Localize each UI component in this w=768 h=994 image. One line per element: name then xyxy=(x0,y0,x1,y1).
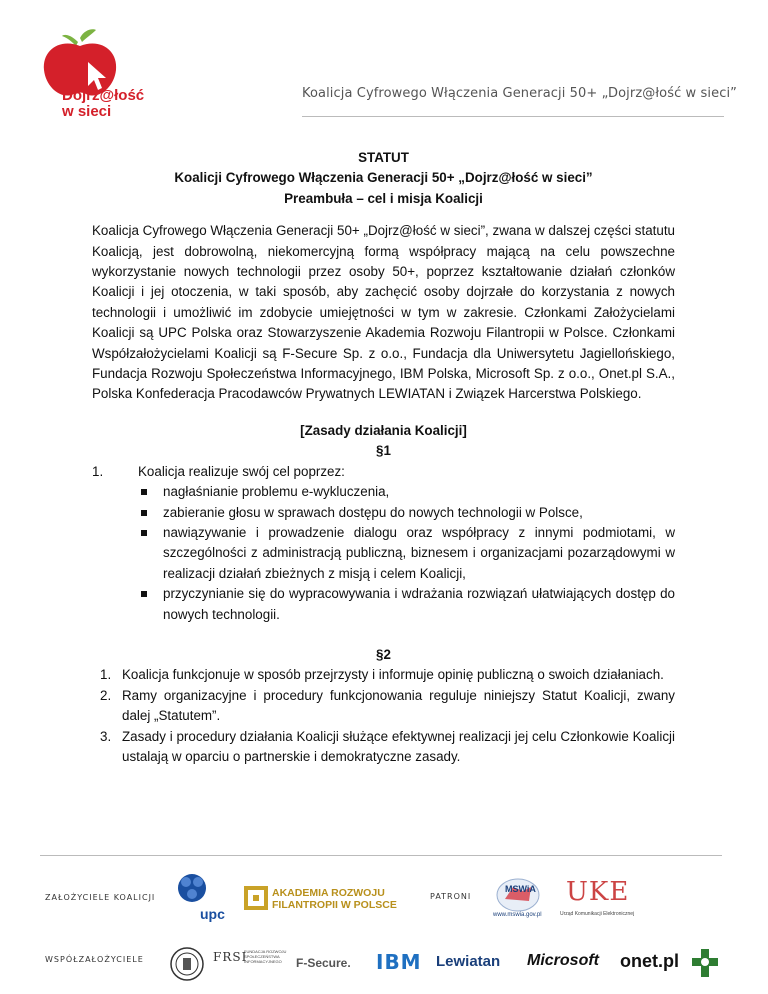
s1-intro: Koalicja realizuje swój cel poprzez: xyxy=(138,463,345,479)
fsecure-wordmark: F-Secure. xyxy=(296,956,351,970)
ibm-wordmark: IBM xyxy=(376,950,422,974)
list-item xyxy=(92,727,675,768)
zhp-cross-icon xyxy=(690,947,720,979)
frsi-wordmark: FRSI xyxy=(213,950,248,964)
item-number: 3. xyxy=(100,728,112,744)
logo-line2: w sieci xyxy=(62,103,112,120)
list-item: nagłaśnianie problemu e-wykluczenia, xyxy=(138,482,675,502)
header-divider xyxy=(302,116,724,117)
founders-label: ZAŁOŻYCIELE KOALICJI xyxy=(45,893,156,902)
mswia-wordmark: MSWiA xyxy=(505,884,536,894)
item-text: Ramy organizacyjne i procedury funkcjonowania reguluje niniejszy Statut Koalicji, zwany dalej „Statutem”. xyxy=(122,687,675,724)
list-item xyxy=(92,665,675,685)
arfp-line2: FILANTROPII W POLSCE xyxy=(272,899,397,911)
preamble-paragraph: Koalicja Cyfrowego Włączenia Generacji 50+ „Dojrz@łość w sieci”, zwana w dalszej części statutu Koalicją, jest dobrowolną, niekomercyjną formą współpracy mającą na celu powszechne wykorzystanie nowych technologii przez osoby 50+, poprzez kształtowanie działań członków Koalicji i jej otoczenia, w taki sposób, aby zachęcić osoby dojrzałe do korzystania z nowych technologii i umożliwić im zdobycie umiejętności w tym w zakresie. Członkami Założycielami Koalicji są UPC Polska oraz Stowarzyszenie Akademia Rozwoju Filantropii w Polsce. Członkami Współzałożycielami Koalicji są F-Secure Sp. z o.o., Fundacja dla Uniwersytetu Jagiellońskiego, Fundacja Rozwoju Społeczeństwa Informacyjnego, IBM Polska, Microsoft Sp. z o.o., Onet.pl S.A., Polska Konfederacja Pracodawców Prywatnych LEWIATAN i Związek Harcerstwa Polskiego. xyxy=(92,223,675,402)
item-number: 1. xyxy=(100,667,112,683)
paragraph-mark-1: §1 xyxy=(376,443,391,459)
doc-subtitle: Koalicji Cyfrowego Włączenia Generacji 50+ „Dojrz@łość w sieci” xyxy=(174,170,593,186)
logo-wordmark xyxy=(62,88,144,120)
uke-subtitle: Urząd Komunikacji Elektronicznej xyxy=(560,911,635,917)
patrons-label: PATRONI xyxy=(430,892,472,901)
s1-bullet-list xyxy=(92,482,675,625)
mswia-logo-icon xyxy=(495,877,541,913)
item-text: Koalicja funkcjonuje w sposób przejrzysty i informuje opinię publiczną o swoich działaniach. xyxy=(122,667,664,683)
preamble-heading: Preambuła – cel i misja Koalicji xyxy=(284,190,483,206)
onet-wordmark: onet.pl xyxy=(620,951,679,971)
footer-divider xyxy=(40,855,722,856)
microsoft-wordmark: Microsoft xyxy=(527,952,599,969)
list-item: zabieranie głosu w sprawach dostępu do nowych technologii w Polsce, xyxy=(138,503,675,523)
arfp-line1: AKADEMIA ROZWOJU xyxy=(272,887,385,899)
uke-wordmark: UKE xyxy=(566,877,630,907)
list-item: przyczynianie się do wypracowywania i wdrażania rozwiązań ułatwiających dostęp do nowych technologii. xyxy=(138,584,675,625)
frsi-subtitle: FUNDACJA ROZWOJU SPOŁECZEŃSTWA INFORMACYJNEGO xyxy=(244,949,287,964)
document-body xyxy=(92,148,675,767)
paragraph-mark-2: §2 xyxy=(376,646,391,662)
lewiatan-wordmark: Lewiatan xyxy=(436,953,501,970)
item-number: 2. xyxy=(100,687,112,703)
list-item: nawiązywanie i prowadzenie dialogu oraz współpracy z innymi podmiotami, w szczególności z administracją publiczną, biznesem i organizacjami pozarządowymi w realizacji działań zbieżnych z misją i celem Koalicji, xyxy=(138,523,675,584)
s1-item xyxy=(92,462,675,482)
doc-title: STATUT xyxy=(358,150,409,165)
mswia-url: www.mswia.gov.pl xyxy=(493,912,542,918)
fundacja-uj-seal-icon xyxy=(170,947,204,981)
list-item xyxy=(92,686,675,727)
section-heading: [Zasady działania Koalicji] xyxy=(300,422,467,438)
logo-line1: Dojrz@łość xyxy=(62,87,145,104)
header-title: Koalicja Cyfrowego Włączenia Generacji 50+ „Dojrz@łość w sieci” xyxy=(302,86,737,101)
s2-list xyxy=(92,665,675,767)
s1-item-number: 1. xyxy=(92,463,104,479)
upc-wordmark: upc xyxy=(200,906,225,922)
cofounders-label: WSPÓŁZAŁOŻYCIELE xyxy=(45,955,144,964)
arfp-logo-icon xyxy=(244,886,268,910)
arfp-wordmark xyxy=(272,887,397,911)
item-text: Zasady i procedury działania Koalicji służące efektywnej realizacji jej celu Członkowie Koalicji ustalają w oparciu o partnerskie i demokratyczne zasady. xyxy=(122,728,675,764)
